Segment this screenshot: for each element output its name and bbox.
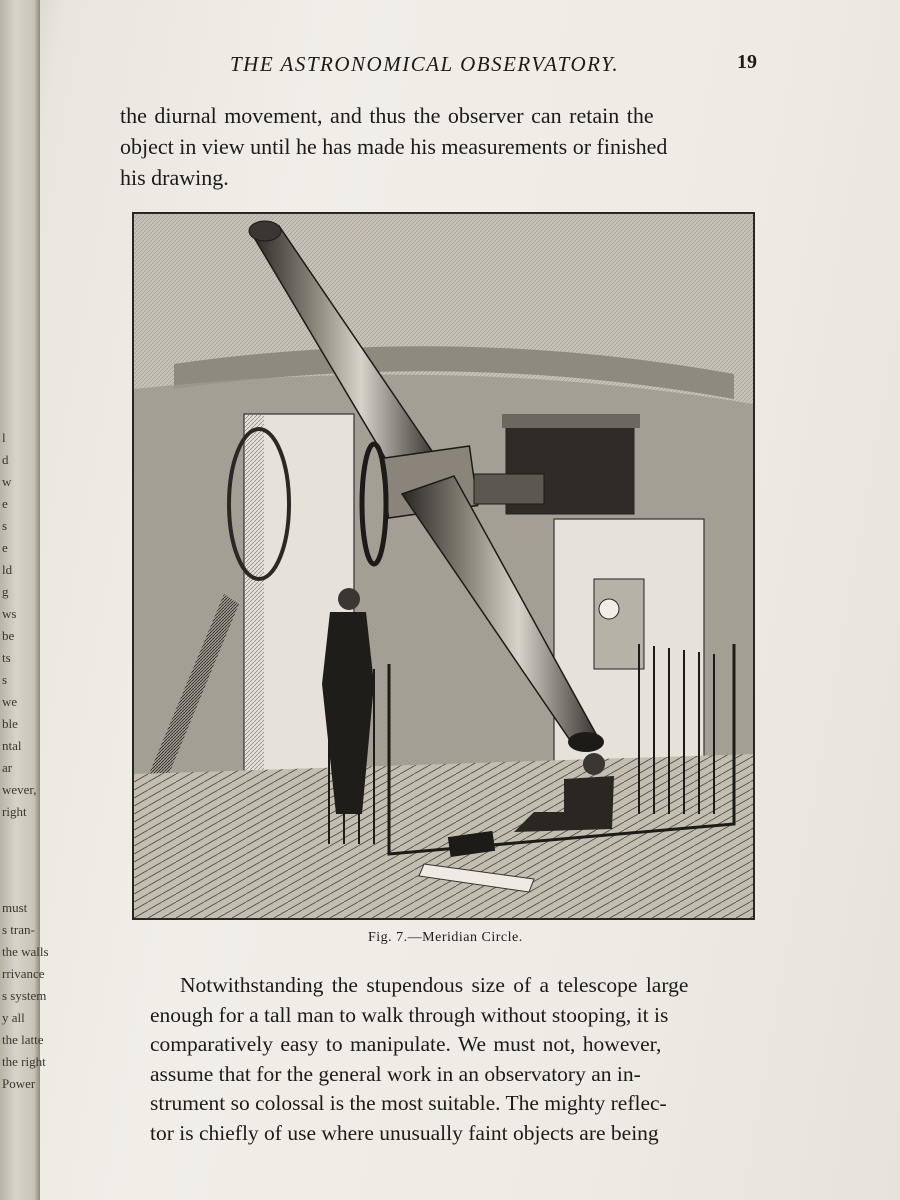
figure-caption	[368, 930, 523, 946]
clock-face	[599, 599, 619, 619]
facing-text-fragment: the walls	[2, 944, 49, 959]
facing-text-fragment: g	[2, 584, 9, 599]
facing-text-fragment: we	[2, 694, 18, 709]
engraving-svg	[134, 214, 753, 918]
meridian-circle-illustration	[132, 212, 755, 920]
text-line: the diurnal movement, and thus the observer can retain the	[120, 103, 654, 128]
facing-text-fragment: rrivance	[2, 966, 45, 981]
facing-text-fragment: e	[2, 540, 8, 555]
facing-text-fragment: ld	[2, 562, 13, 577]
facing-page-edge	[0, 0, 49, 1200]
paragraph-body	[150, 971, 775, 1148]
facing-text-fragment: the latte	[2, 1032, 44, 1047]
running-head: THE ASTRONOMICAL OBSERVATORY.	[230, 52, 620, 76]
text-line: Notwithstanding the stupendous size of a telescope large	[180, 973, 689, 997]
text-line: object in view until he has made his measurements or finished	[120, 134, 668, 159]
text-line: comparatively easy to manipulate. We must not, however,	[150, 1032, 662, 1056]
facing-text-fragment: s system	[2, 988, 47, 1003]
text-line: assume that for the general work in an observatory an in-	[150, 1061, 641, 1086]
page-number: 19	[737, 51, 757, 73]
facing-text-fragment: ts	[2, 650, 11, 665]
facing-text-fragment: ntal	[2, 738, 22, 753]
facing-text-fragment: s tran-	[2, 922, 35, 937]
paragraph-continued	[120, 100, 760, 193]
facing-text-fragment: d	[2, 452, 9, 467]
facing-text-fragment: s	[2, 672, 8, 687]
facing-text-fragment: w	[2, 474, 12, 489]
text-line: strument so colossal is the most suitable. The mighty reflec-	[150, 1091, 667, 1115]
facing-text-fragment: must	[2, 900, 28, 915]
text-line: tor is chiefly of use where unusually faint objects are being	[150, 1120, 659, 1145]
facing-text-fragment: be	[2, 628, 15, 643]
facing-text-fragment: l	[2, 430, 6, 445]
caption-text: Fig. 7.—Meridian Circle.	[368, 930, 523, 945]
facing-text-fragment: e	[2, 496, 8, 511]
facing-text-fragment: ar	[2, 760, 13, 775]
facing-text-fragment: Power	[2, 1076, 36, 1091]
facing-text-fragment: ble	[2, 716, 18, 731]
facing-text-fragment: right	[2, 804, 27, 819]
text-line: his drawing.	[120, 165, 229, 190]
facing-text-fragment: y all	[2, 1010, 25, 1025]
facing-text-fragment: ws	[2, 606, 17, 621]
facing-text-fragment: s	[2, 518, 8, 533]
text-line: enough for a tall man to walk through without stooping, it is	[150, 1002, 669, 1027]
facing-text-fragment: the right	[2, 1054, 46, 1069]
facing-text-fragment: wever,	[2, 782, 37, 797]
